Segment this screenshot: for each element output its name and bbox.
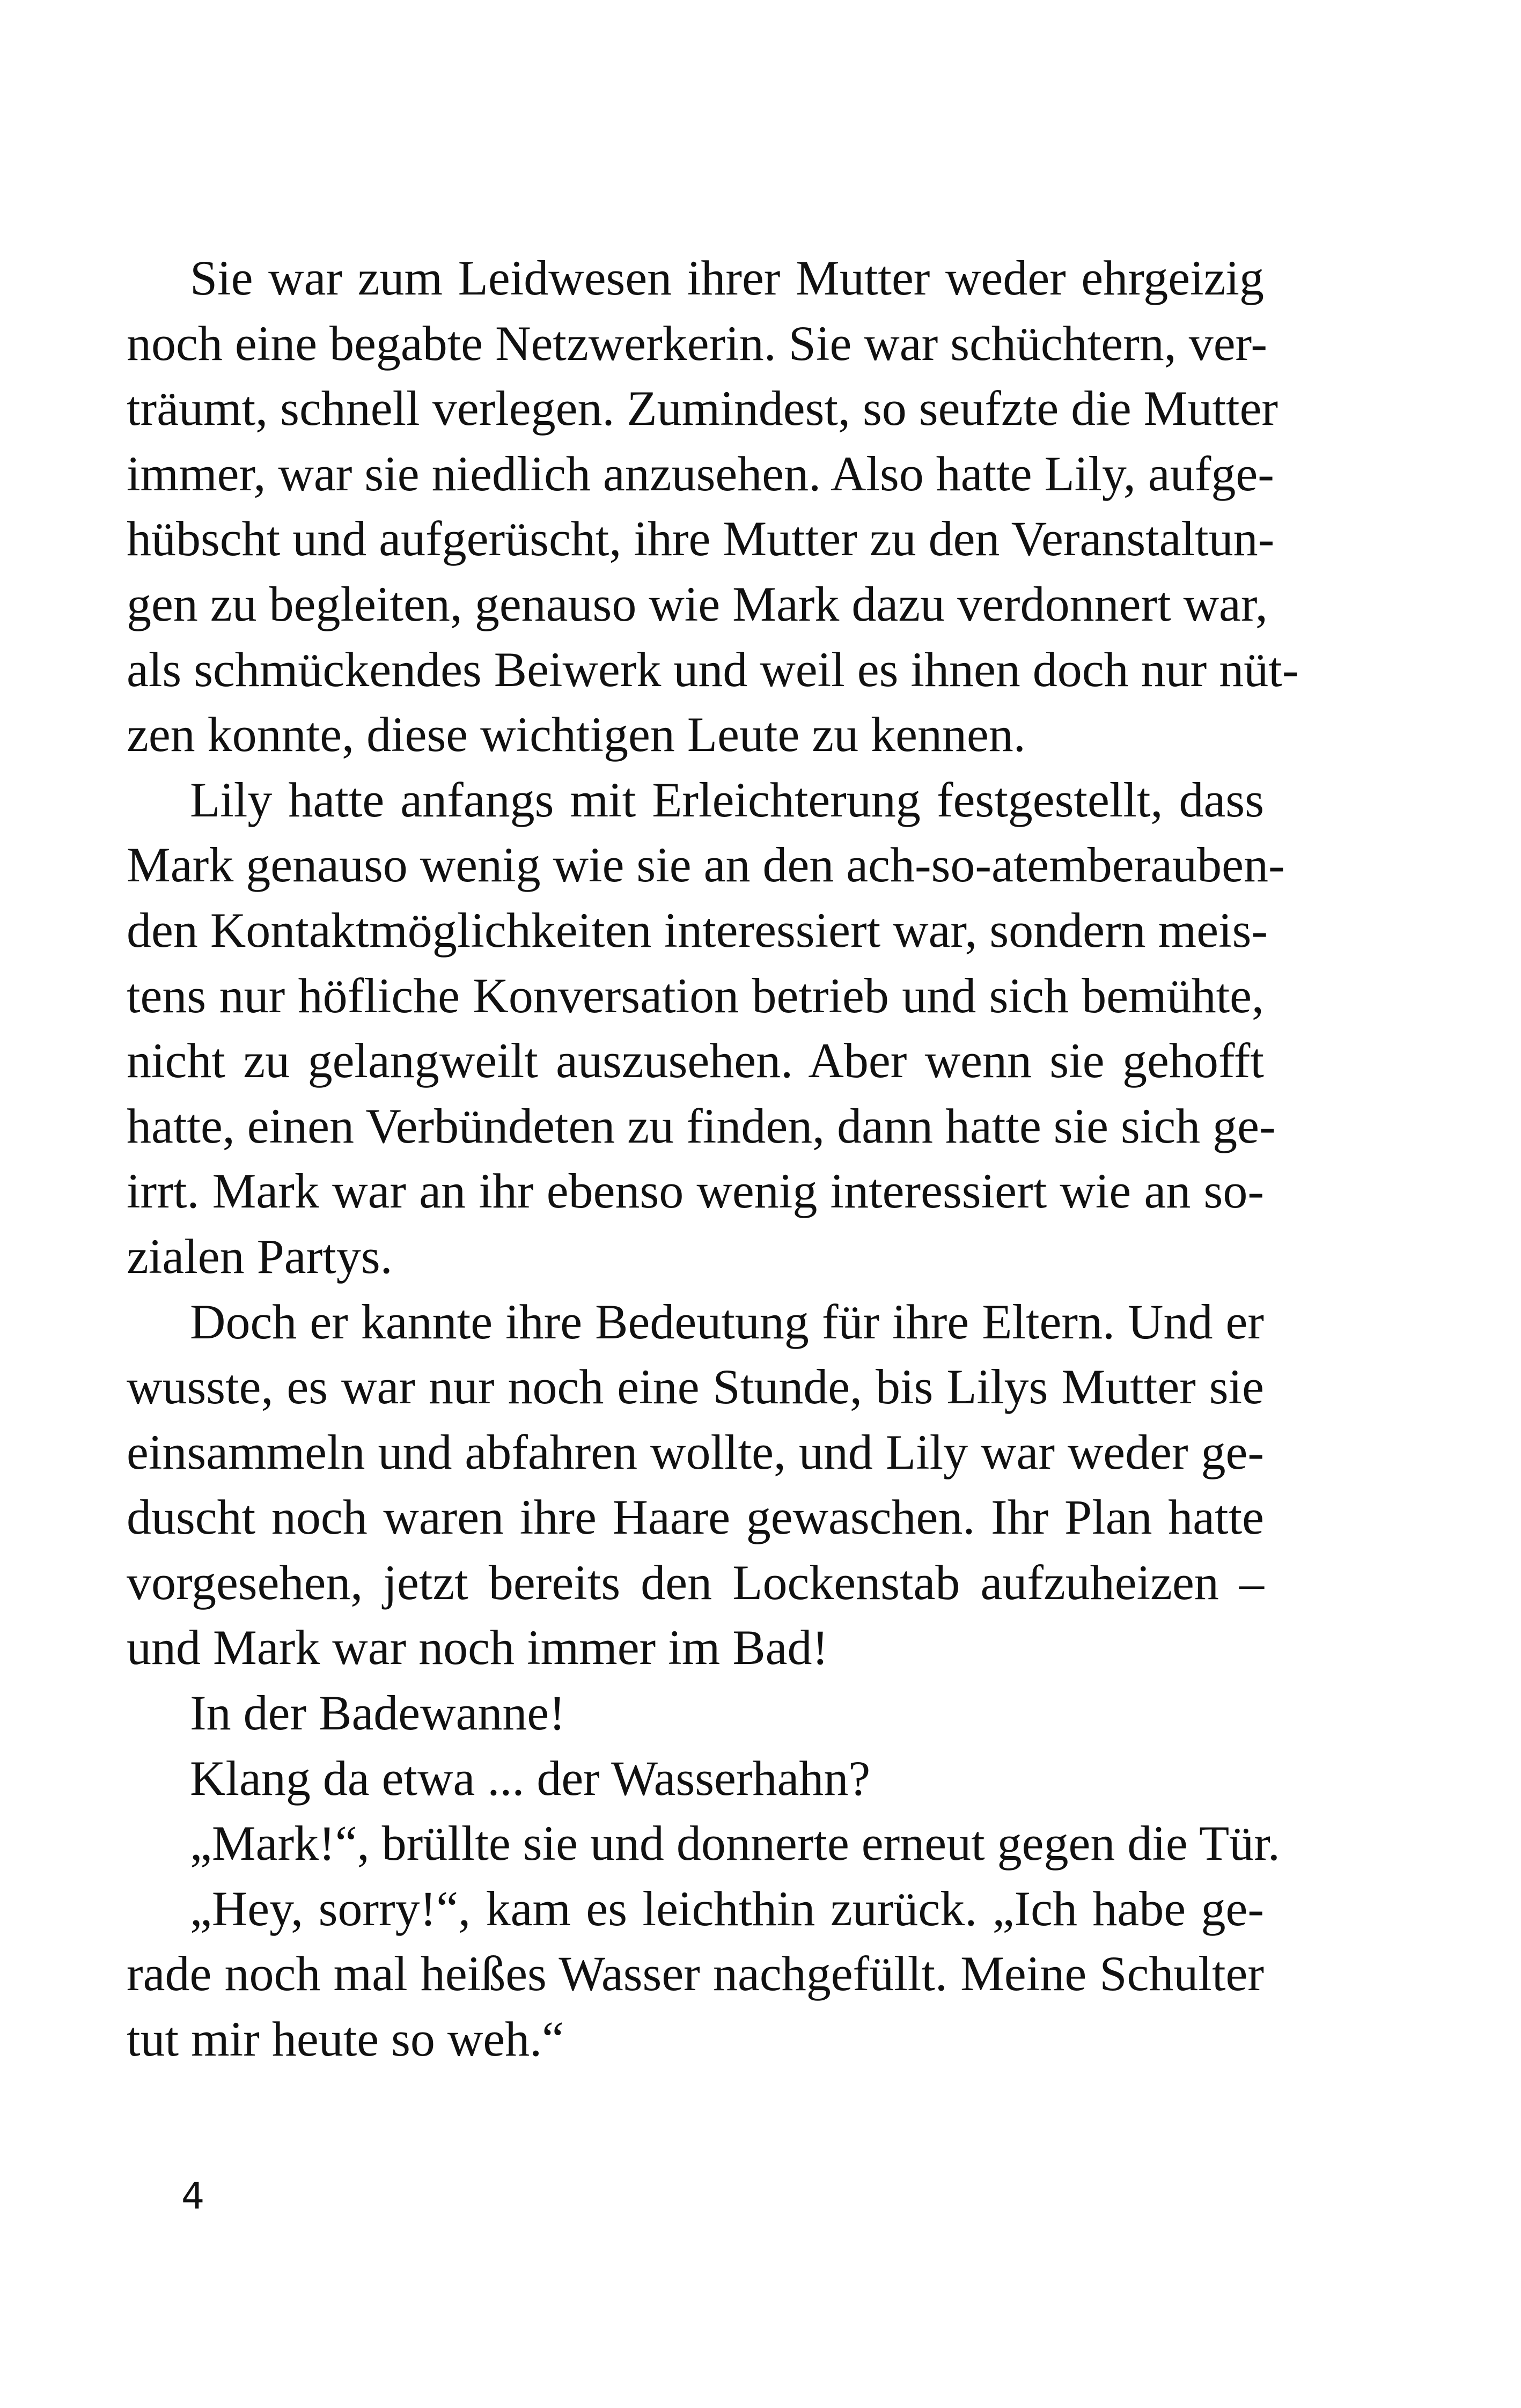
text-line: Doch er kannte ihre Bedeutung für ihre Eltern. Und er	[190, 1294, 1264, 1349]
text-line: als schmückendes Beiwerk und weil es ihnen doch nur nüt-	[127, 642, 1299, 697]
text-line: immer, war sie niedlich anzusehen. Also hatte Lily, aufge-	[127, 446, 1274, 501]
text-line: hatte, einen Verbündeten zu finden, dann hatte sie sich ge-	[127, 1098, 1276, 1153]
text-line: nicht zu gelangweilt auszusehen. Aber wenn sie gehofft	[127, 1033, 1264, 1088]
text-line: hübscht und aufgerüscht, ihre Mutter zu den Veranstaltun-	[127, 511, 1275, 566]
text-line: noch eine begabte Netzwerkerin. Sie war schüchtern, ver-	[127, 315, 1267, 371]
text-line: vorgesehen, jetzt bereits den Lockenstab aufzuheizen –	[127, 1555, 1264, 1610]
text-line: „Mark!“, brüllte sie und donnerte erneut gegen die Tür.	[190, 1816, 1280, 1871]
text-line: duscht noch waren ihre Haare gewaschen. Ihr Plan hatte	[127, 1490, 1264, 1545]
text-line: Klang da etwa ... der Wasserhahn?	[190, 1750, 871, 1806]
text-line: den Kontaktmöglichkeiten interessiert war, sondern meis-	[127, 902, 1268, 958]
text-line: Mark genauso wenig wie sie an den ach-so-atemberauben-	[127, 837, 1285, 893]
text-line: In der Badewanne!	[190, 1685, 565, 1741]
page-number: 4	[181, 2175, 205, 2218]
text-line: und Mark war noch immer im Bad!	[127, 1620, 829, 1675]
text-line: tut mir heute so weh.“	[127, 2012, 564, 2067]
text-line: einsammeln und abfahren wollte, und Lily war weder ge-	[127, 1424, 1264, 1479]
text-line: „Hey, sorry!“, kam es leichthin zurück. „Ich habe ge-	[190, 1881, 1264, 1936]
text-line: tens nur höfliche Konversation betrieb und sich bemühte,	[127, 968, 1264, 1023]
body-text	[127, 246, 1299, 2072]
text-line: wusste, es war nur noch eine Stunde, bis Lilys Mutter sie	[127, 1359, 1264, 1415]
text-line: gen zu begleiten, genauso wie Mark dazu verdonnert war,	[127, 576, 1268, 631]
text-line: zialen Partys.	[127, 1228, 393, 1284]
text-line: Sie war zum Leidwesen ihrer Mutter weder ehrgeizig	[190, 251, 1264, 305]
text-line: rade noch mal heißes Wasser nachgefüllt. Meine Schulter	[127, 1946, 1264, 2001]
text-line: zen konnte, diese wichtigen Leute zu kennen.	[127, 707, 1026, 762]
text-line: träumt, schnell verlegen. Zumindest, so seufzte die Mutter	[127, 381, 1278, 436]
text-line: irrt. Mark war an ihr ebenso wenig interessiert wie an so-	[127, 1164, 1264, 1219]
text-line: Lily hatte anfangs mit Erleichterung festgestellt, dass	[190, 772, 1264, 827]
